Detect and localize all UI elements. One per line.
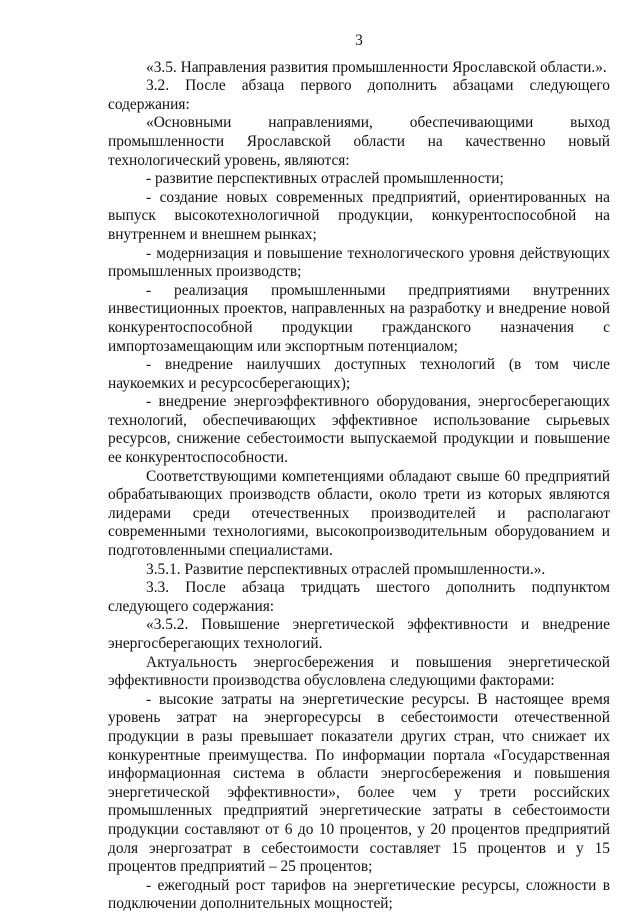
paragraph-section-3-5-2: «3.5.2. Повышение энергетической эффективности и внедрение энергосберегающих технологий. xyxy=(108,616,610,652)
paragraph-amendment-3-2: 3.2. После абзаца первого дополнить абзацами следующего содержания: xyxy=(108,77,610,113)
list-item-energy-efficient-equipment: - внедрение энергоэффективного оборудования, энергосберегающих технологий, обеспечивающих эффективное использование сырьевых ресурсов, снижение себестоимости выпускаемой продукции и повышение ее конкурентоспособности. xyxy=(108,393,610,467)
document-page xyxy=(108,32,610,914)
list-item-modernization: - модернизация и повышение технологического уровня действующих промышленных производств; xyxy=(108,244,610,281)
list-item-tariff-growth: - ежегодный рост тарифов на энергетические ресурсы, сложности в подключении дополнительных мощностей; xyxy=(108,876,610,913)
paragraph-relevance: Актуальность энергосбережения и повышения энергетической эффективности производства обусловлена следующими факторами: xyxy=(108,653,610,690)
paragraph-amendment-3-3: 3.3. После абзаца тридцать шестого дополнить подпунктом следующего содержания: xyxy=(108,579,610,615)
list-item-best-technologies: - внедрение наилучших доступных технологий (в том числе наукоемких и ресурсосберегающих); xyxy=(108,356,610,392)
list-item-development: - развитие перспективных отраслей промышленности; xyxy=(146,170,504,188)
paragraph-section-3-5-1: 3.5.1. Развитие перспективных отраслей промышленности.». xyxy=(146,560,546,578)
paragraph-competencies: Соответствующими компетенциями обладают свыше 60 предприятий обрабатывающих производств области, около трети из которых являются лидерами среди отечественных производителей и располагают современными технологиями, высокопроизводительным оборудованием и подготовленными специалистами. xyxy=(108,467,610,560)
paragraph-section-3-5-heading: «3.5. Направления развития промышленности Ярославской области.». xyxy=(146,58,607,76)
list-item-investment-projects: - реализация промышленными предприятиями внутренних инвестиционных проектов, направленных на разработку и внедрение новой конкурентоспособной продукции гражданского назначения с импортозамещающим или экспортным потенциалом; xyxy=(108,281,610,355)
list-item-new-enterprises: - создание новых современных предприятий, ориентированных на выпуск высокотехнологичной продукции, конкурентоспособной на внутреннем и внешнем рынках; xyxy=(108,188,610,243)
page-number: 3 xyxy=(355,32,363,49)
document-body xyxy=(108,59,610,914)
list-item-high-energy-costs: - высокие затраты на энергетические ресурсы. В настоящее время уровень затрат на энергоресурсы в себестоимости отечественной продукции в разы превышает показатели других стран, что снижает их конкурентные преимущества. По информации портала «Государственная информационная система в области энергосбережения и повышения энергетической эффективности», более чем у трети российских промышленных предприятий энергетические затраты в себестоимости продукции составляют от 6 до 10 процентов, у 20 процентов предприятий доля энергозатрат в себестоимости составляет 15 процентов и у 15 процентов предприятий – 25 процентов; xyxy=(108,690,610,876)
paragraph-main-directions-intro: «Основными направлениями, обеспечивающими выход промышленности Ярославской области на качественно новый технологический уровень, являются: xyxy=(108,114,610,169)
